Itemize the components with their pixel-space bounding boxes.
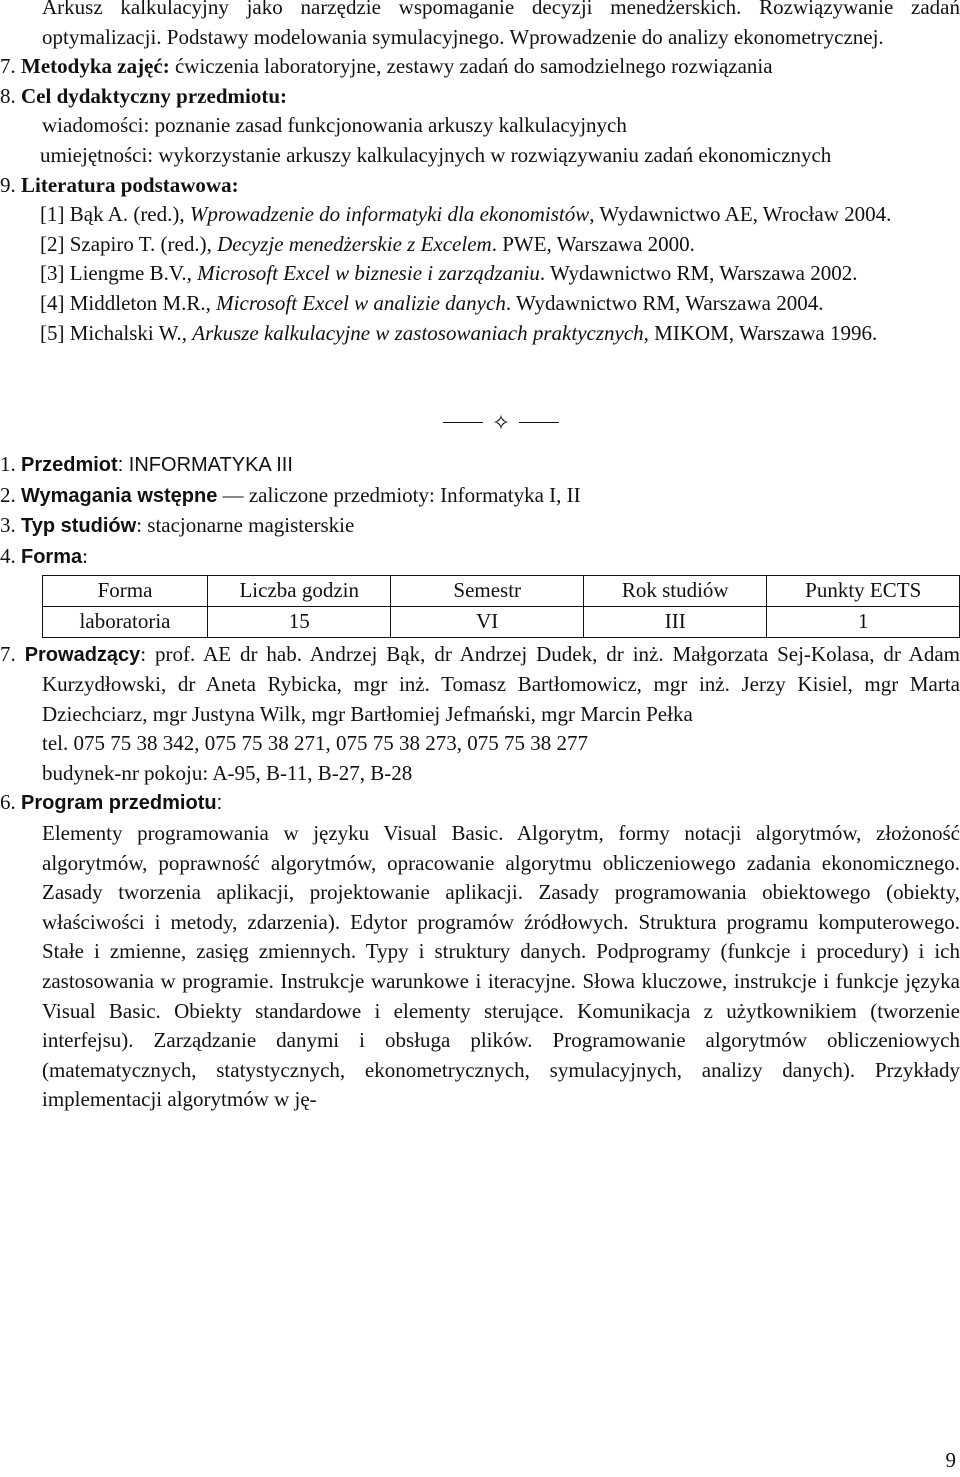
contact-rooms: budynek-nr pokoju: A-95, B-11, B-27, B-28 xyxy=(42,760,413,785)
reference-title: Decyzje menedżerskie z Excelem xyxy=(217,231,492,256)
section-number: 7. xyxy=(0,54,16,79)
reference-item: [4] Middleton M.R., Microsoft Excel w analizie danych. Wydawnictwo RM, Warszawa 2004. xyxy=(40,290,824,315)
field-label: Przedmiot xyxy=(21,454,118,477)
section-label: Cel dydaktyczny przedmiotu: xyxy=(21,83,287,108)
table-header-cell: Liczba godzin xyxy=(208,575,391,606)
course-program-text: Elementy programowania w języku Visual Basic. Algorytm, formy notacji algorytmów, złożoność algorytmów, poprawność algorytmów, opracowanie algorytmu obliczeniowego zadania ekonomicznego. Zasady tworzenia aplikacji, projektowanie aplikacji. Zasady programowania obiektowego (obiekty, właściwości i metody, zdarzenia). Edytor programów źródłowych. Struktura programu komputerowego. Stałe i zmienne, zasięg zmiennych. Typy i struktury danych. Podprogramy (funkcje i procedury) i ich zastosowania w programie. Instrukcje warunkowe i iteracyjne. Słowa kluczowe, instrukcje i funkcje języka Visual Basic. Obiekty standardowe i elementy sterujące. Komunikacja z użytkownikiem (tworzenie interfejsu). Zarządzanie danymi i obsługa plików. Programowanie algorytmów obliczeniowych (matematycznych, statystycznych, ekonometrycznych, symulacyjnych, analizy danych). Przykłady implementacji algorytmów w ję- xyxy=(42,821,960,1112)
reference-title: Wprowadzenie do informatyki dla ekonomistów xyxy=(189,202,590,227)
reference-title: Microsoft Excel w biznesie i zarządzaniu xyxy=(197,261,540,286)
table-cell: 1 xyxy=(767,606,960,637)
table-header-cell: Forma xyxy=(43,575,208,606)
reference-title: Arkusze kalkulacyjne w zastosowaniach praktycznych xyxy=(192,320,644,345)
field-label: Prowadzący xyxy=(24,643,141,666)
table-header-cell: Rok studiów xyxy=(584,575,767,606)
table-row xyxy=(43,606,960,637)
course-form: 4. Forma: xyxy=(0,543,88,568)
section-label: Metodyka zajęć: xyxy=(21,54,170,79)
field-label: Typ studiów xyxy=(21,515,137,538)
divider-line xyxy=(443,422,483,423)
diamond-star-icon: ✧ xyxy=(491,409,511,435)
course-subject: 1. Przedmiot: INFORMATYKA III xyxy=(0,452,293,477)
field-value: — zaliczone przedmioty: Informatyka I, II xyxy=(217,482,581,507)
table-cell: III xyxy=(584,606,767,637)
table-cell: VI xyxy=(391,606,584,637)
page-number: 9 xyxy=(945,1448,956,1472)
goal-skills: umiejętności: wykorzystanie arkuszy kalkulacyjnych w rozwiązywaniu zadań ekonomicznych xyxy=(40,142,832,167)
course-form-table xyxy=(42,575,960,638)
field-value: : stacjonarne magisterskie xyxy=(136,513,355,538)
reference-title: Microsoft Excel w analizie danych xyxy=(216,290,506,315)
section-9-literature xyxy=(0,171,960,201)
section-divider xyxy=(0,406,960,436)
goal-knowledge: wiadomości: poznanie zasad funkcjonowania arkuszy kalkulacyjnych xyxy=(42,113,627,138)
course-prerequisites: 2. Wymagania wstępne — zaliczone przedmioty: Informatyka I, II xyxy=(0,482,581,507)
course-study-type: 3. Typ studiów: stacjonarne magisterskie xyxy=(0,513,355,538)
reference-item: [1] Bąk A. (red.), Wprowadzenie do informatyki dla ekonomistów, Wydawnictwo AE, Wrocław 2004. xyxy=(40,202,892,227)
section-text: ćwiczenia laboratoryjne, zestawy zadań do samodzielnego rozwiązania xyxy=(169,54,773,79)
reference-item: [5] Michalski W., Arkusze kalkulacyjne w zastosowaniach praktycznych, MIKOM, Warszawa 1996. xyxy=(40,320,878,345)
field-label: Forma xyxy=(21,545,83,568)
field-label: Program przedmiotu xyxy=(21,792,217,815)
section-label: Literatura podstawowa: xyxy=(21,172,239,197)
table-header-row xyxy=(43,575,960,606)
table-header-cell: Semestr xyxy=(391,575,584,606)
course-instructors: 7. Prowadzący: prof. AE dr hab. Andrzej Bąk, dr Andrzej Dudek, dr inż. Małgorzata Sej-Kolasa, dr Adam Kurzydłowski, dr Aneta Rybicka, mgr inż. Tomasz Bartłomowicz, mgr inż. Jerzy Kisiel, mgr Marta Dziechciarz, mgr Justyna Wilk, mgr Bartłomiej Jefmański, mgr Marcin Pełka xyxy=(0,641,960,726)
section-8-goal xyxy=(0,82,960,112)
intro-paragraph: Arkusz kalkulacyjny jako narzędzie wspomaganie decyzji menedżerskich. Rozwiązywanie zadań optymalizacji. Podstawy modelowania symulacyjnego. Wprowadzenie do analizy ekonometrycznej. xyxy=(42,0,960,49)
reference-item: [3] Liengme B.V., Microsoft Excel w biznesie i zarządzaniu. Wydawnictwo RM, Warszawa 2002. xyxy=(40,261,858,286)
field-value: : prof. AE dr hab. Andrzej Bąk, dr Andrzej Dudek, dr inż. Małgorzata Sej-Kolasa, dr Adam Kurzydłowski, dr Aneta Rybicka, mgr inż. Tomasz Bartłomowicz, mgr inż. Jerzy Kisiel, mgr Marta Dziechciarz, mgr Justyna Wilk, mgr Bartłomiej Jefmański, mgr Marcin Pełka xyxy=(42,641,960,726)
divider-line xyxy=(519,422,559,423)
section-number: 8. xyxy=(0,83,16,108)
section-number: 9. xyxy=(0,172,16,197)
table-cell: laboratoria xyxy=(43,606,208,637)
field-label: Wymagania wstępne xyxy=(21,484,218,507)
contact-phones: tel. 075 75 38 342, 075 75 38 271, 075 75 38 273, 075 75 38 277 xyxy=(42,731,588,756)
table-cell: 15 xyxy=(208,606,391,637)
table-header-cell: Punkty ECTS xyxy=(767,575,960,606)
section-7-methodology xyxy=(0,52,960,82)
field-value: : INFORMATYKA III xyxy=(117,454,293,477)
reference-item: [2] Szapiro T. (red.), Decyzje menedżerskie z Excelem. PWE, Warszawa 2000. xyxy=(40,231,695,256)
course-program-heading: 6. Program przedmiotu: xyxy=(0,790,223,815)
